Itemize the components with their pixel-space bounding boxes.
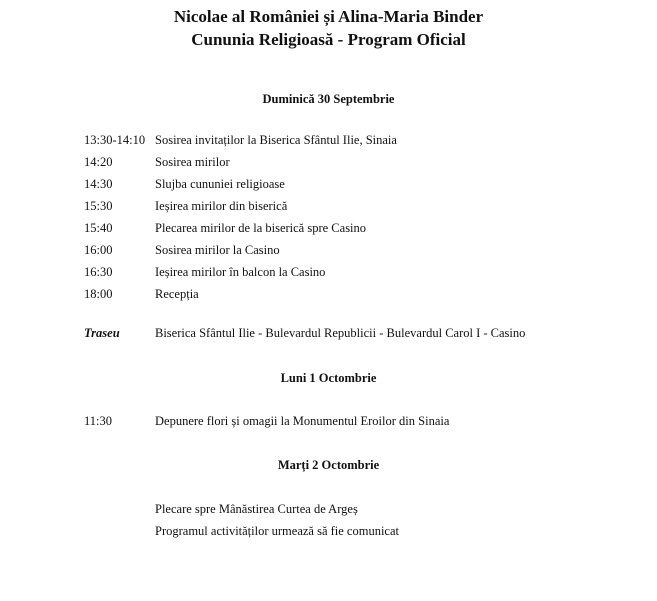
event-description: Plecare spre Mânăstirea Curtea de Argeș — [155, 502, 358, 516]
route-label: Traseu — [84, 326, 120, 340]
event-time: 13:30-14:10 — [84, 133, 146, 147]
event-description: Sosirea mirilor — [155, 155, 230, 169]
event-description: Programul activităților urmează să fie comunicat — [155, 524, 400, 538]
day-heading-monday: Luni 1 Octombrie — [280, 371, 377, 385]
day-heading-tuesday: Marți 2 Octombrie — [277, 458, 380, 472]
event-description: Sosirea invitaților la Biserica Sfântul Ilie, Sinaia — [155, 133, 397, 147]
event-time: 15:40 — [84, 221, 113, 235]
event-time: 16:00 — [84, 243, 113, 257]
day-heading-sunday: Duminică 30 Septembrie — [262, 92, 395, 106]
event-description: Slujba cununiei religioase — [155, 177, 285, 191]
event-time: 14:30 — [84, 177, 113, 191]
event-description: Recepția — [155, 287, 199, 301]
event-description: Ieșirea mirilor în balcon la Casino — [155, 265, 326, 279]
event-description: Plecarea mirilor de la biserică spre Casino — [155, 221, 367, 235]
event-time: 15:30 — [84, 199, 113, 213]
event-time: 11:30 — [84, 414, 113, 428]
document-title: Nicolae al României și Alina-Maria Binder — [173, 7, 484, 26]
event-description: Ieșirea mirilor din biserică — [155, 199, 288, 213]
event-time: 16:30 — [84, 265, 113, 279]
document-subtitle: Cununia Religioasă - Program Oficial — [191, 30, 466, 49]
event-description: Depunere flori și omagii la Monumentul Eroilor din Sinaia — [155, 414, 450, 428]
event-time: 18:00 — [84, 287, 113, 301]
event-description: Sosirea mirilor la Casino — [155, 243, 280, 257]
event-time: 14:20 — [84, 155, 113, 169]
route-description: Biserica Sfântul Ilie - Bulevardul Republicii - Bulevardul Carol I - Casino — [155, 326, 526, 340]
